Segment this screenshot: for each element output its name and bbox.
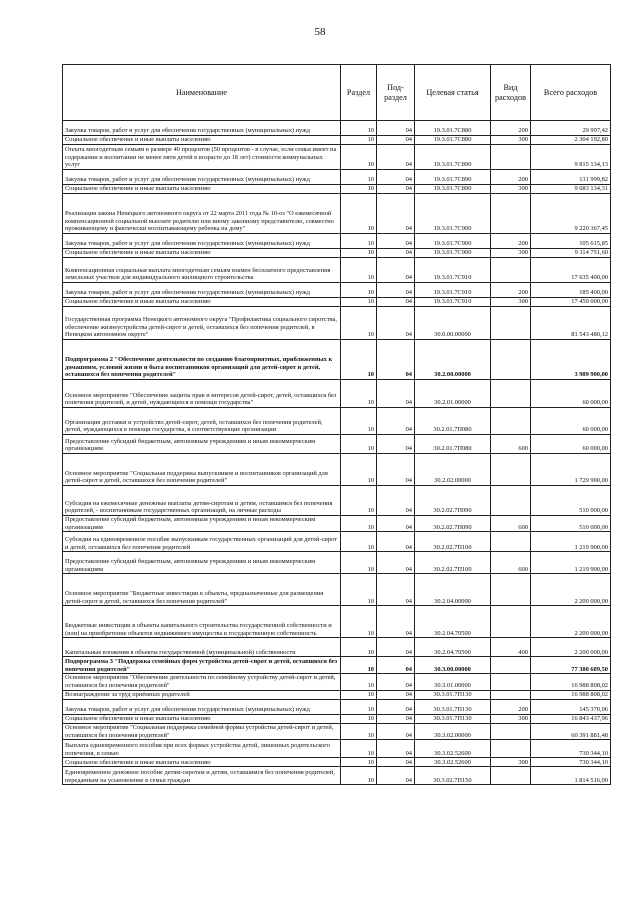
row-name: Субсидия на ежемесячные денежные выплаты детям-сиротам и детям, оставшимся без попечения родителей, - воспитанникам государственных организаций, на личные расходы	[63, 486, 341, 516]
row-expense-type	[491, 307, 531, 340]
row-subsection: 04	[377, 258, 415, 283]
table-row	[63, 723, 611, 739]
row-subsection: 04	[377, 234, 415, 249]
row-total: 9 683 134,31	[531, 185, 611, 194]
row-subsection: 04	[377, 690, 415, 699]
row-article: 19.3.01.7С890	[415, 170, 491, 185]
row-section: 10	[341, 185, 377, 194]
row-subsection: 04	[377, 758, 415, 767]
row-total: 16 988 808,02	[531, 690, 611, 699]
row-expense-type: 300	[491, 249, 531, 258]
row-section: 10	[341, 552, 377, 574]
row-total: 185 400,00	[531, 283, 611, 298]
table-row	[63, 657, 611, 674]
row-section: 10	[341, 136, 377, 145]
table-row	[63, 283, 611, 298]
row-subsection: 04	[377, 714, 415, 723]
row-total: 105 615,85	[531, 234, 611, 249]
row-article: 30.3.01.7П130	[415, 714, 491, 723]
row-article: 30.2.04.70500	[415, 606, 491, 638]
row-total: 3 989 900,00	[531, 340, 611, 380]
row-total: 730 344,10	[531, 740, 611, 758]
budget-table	[62, 64, 611, 785]
row-article: 19.3.01.7С910	[415, 283, 491, 298]
row-subsection: 04	[377, 552, 415, 574]
table-row	[63, 606, 611, 638]
row-expense-type	[491, 454, 531, 486]
table-row	[63, 340, 611, 380]
row-expense-type: 300	[491, 298, 531, 307]
row-subsection: 04	[377, 486, 415, 516]
row-name: Субсидия на единовременное пособие выпускникам государственных организаций для детей-сирот и детей, оставшихся без попечения родителей	[63, 532, 341, 552]
row-section: 10	[341, 340, 377, 380]
row-article: 30.3.02.00000	[415, 723, 491, 739]
row-article: 19.3.01.7С910	[415, 298, 491, 307]
table-row	[63, 298, 611, 307]
row-expense-type	[491, 532, 531, 552]
row-name: Закупка товаров, работ и услуг для обеспечения государственных (муниципальных) нужд	[63, 170, 341, 185]
row-name: Социальное обеспечение и иные выплаты населению	[63, 758, 341, 767]
header-subsection: Под- раздел	[377, 65, 415, 121]
row-expense-type: 200	[491, 234, 531, 249]
row-section: 10	[341, 532, 377, 552]
row-total: 131 999,82	[531, 170, 611, 185]
row-expense-type: 300	[491, 758, 531, 767]
row-total: 9 220 367,45	[531, 194, 611, 234]
row-article: 19.3.01.7С890	[415, 185, 491, 194]
row-section: 10	[341, 249, 377, 258]
row-article: 30.3.00.00000	[415, 657, 491, 674]
row-section: 10	[341, 258, 377, 283]
row-subsection: 04	[377, 194, 415, 234]
row-name: Организация доставки и устройство детей-сирот, детей, оставшихся без попечения родителей, детей, нуждающихся в помощи государства, в соответствующие организации	[63, 408, 341, 435]
row-name: Закупка товаров, работ и услуг для обеспечения государственных (муниципальных) нужд	[63, 121, 341, 136]
row-name: Социальное обеспечение и иные выплаты населению	[63, 249, 341, 258]
row-section: 10	[341, 657, 377, 674]
row-subsection: 04	[377, 298, 415, 307]
row-name: Основное мероприятие "Обеспечение защиты прав и интересов детей-сирот, детей, оставшихся без попечения родителей, и детей, нуждающихся в помощи государства"	[63, 380, 341, 408]
row-article: 30.2.04.00000	[415, 574, 491, 606]
row-section: 10	[341, 194, 377, 234]
row-total: 2 200 000,00	[531, 574, 611, 606]
row-subsection: 04	[377, 170, 415, 185]
row-total: 2 304 192,80	[531, 136, 611, 145]
row-section: 10	[341, 767, 377, 785]
table-row	[63, 249, 611, 258]
header-article: Целевая статья	[415, 65, 491, 121]
row-article: 30.3.02.52600	[415, 758, 491, 767]
row-total: 9 114 751,60	[531, 249, 611, 258]
row-expense-type	[491, 408, 531, 435]
row-total: 1 814 516,00	[531, 767, 611, 785]
row-name: Закупка товаров, работ и услуг для обеспечения государственных (муниципальных) нужд	[63, 699, 341, 714]
row-article: 19.3.01.7С900	[415, 249, 491, 258]
table-row	[63, 234, 611, 249]
row-expense-type: 200	[491, 283, 531, 298]
row-name: Основное мероприятие "Бюджетные инвестиции в объекты, предназначенные для размещения детей-сирот и детей, оставшихся без попечения родителей"	[63, 574, 341, 606]
table-row	[63, 136, 611, 145]
row-subsection: 04	[377, 606, 415, 638]
row-section: 10	[341, 170, 377, 185]
row-article: 30.3.02.7П150	[415, 767, 491, 785]
row-name: Единовременное денежное пособие детям-сиротам и детям, оставшимся без попечения родителей, переданным на усыновление в семьи граждан	[63, 767, 341, 785]
row-subsection: 04	[377, 340, 415, 380]
row-expense-type	[491, 380, 531, 408]
row-name: Капитальные вложения в объекты государственной (муниципальной) собственности	[63, 638, 341, 657]
table-row	[63, 185, 611, 194]
table-row	[63, 145, 611, 170]
row-subsection: 04	[377, 574, 415, 606]
row-expense-type: 300	[491, 136, 531, 145]
table-row	[63, 516, 611, 532]
row-total: 16 988 808,02	[531, 674, 611, 690]
row-subsection: 04	[377, 121, 415, 136]
row-name: Социальное обеспечение и иные выплаты населению	[63, 136, 341, 145]
row-expense-type	[491, 574, 531, 606]
row-total: 60 391 881,48	[531, 723, 611, 739]
row-subsection: 04	[377, 307, 415, 340]
row-subsection: 04	[377, 249, 415, 258]
row-expense-type: 600	[491, 552, 531, 574]
table-body	[63, 121, 611, 785]
row-total: 1 219 900,00	[531, 552, 611, 574]
table-row	[63, 699, 611, 714]
row-section: 10	[341, 758, 377, 767]
row-section: 10	[341, 674, 377, 690]
table-row	[63, 740, 611, 758]
row-section: 10	[341, 516, 377, 532]
row-total: 9 815 134,13	[531, 145, 611, 170]
table-row	[63, 552, 611, 574]
row-article: 30.3.02.52600	[415, 740, 491, 758]
row-name: Основное мероприятие "Социальная поддержка выпускников и воспитанников организаций для детей-сирот и детей, оставшихся без попечения родителей"	[63, 454, 341, 486]
row-article: 30.2.02.7П090	[415, 486, 491, 516]
row-total: 1 729 900,00	[531, 454, 611, 486]
row-expense-type	[491, 340, 531, 380]
row-subsection: 04	[377, 435, 415, 454]
row-subsection: 04	[377, 723, 415, 739]
row-total: 77 380 689,50	[531, 657, 611, 674]
row-name: Основное мероприятие "Социальная поддержка семейной формы устройства детей-сирот и детей, оставшихся без попечения родителей"	[63, 723, 341, 739]
row-expense-type	[491, 723, 531, 739]
row-section: 10	[341, 740, 377, 758]
row-name: Предоставление субсидий бюджетным, автономным учреждениям и иным некоммерческим организациям	[63, 516, 341, 532]
row-section: 10	[341, 486, 377, 516]
row-subsection: 04	[377, 380, 415, 408]
row-subsection: 04	[377, 674, 415, 690]
row-total: 510 000,00	[531, 486, 611, 516]
row-article: 19.3.01.7С900	[415, 234, 491, 249]
row-article: 30.2.02.7П100	[415, 552, 491, 574]
row-section: 10	[341, 714, 377, 723]
row-expense-type: 300	[491, 714, 531, 723]
row-total: 81 543 480,12	[531, 307, 611, 340]
row-name: Подпрограмма 2 "Обеспечение деятельности по созданию благоприятных, приближенных к домашним, условий жизни и быта воспитанников организаций для детей-сирот и детей, оставшихся без попечения родителей"	[63, 340, 341, 380]
row-expense-type: 400	[491, 638, 531, 657]
row-section: 10	[341, 298, 377, 307]
row-article: 30.2.02.7П100	[415, 532, 491, 552]
table-row	[63, 574, 611, 606]
row-total: 2 200 000,00	[531, 638, 611, 657]
row-subsection: 04	[377, 638, 415, 657]
row-article: 30.0.00.00000	[415, 307, 491, 340]
row-subsection: 04	[377, 657, 415, 674]
row-expense-type: 200	[491, 170, 531, 185]
row-section: 10	[341, 408, 377, 435]
table-row	[63, 380, 611, 408]
table-row	[63, 307, 611, 340]
row-article: 30.3.01.00000	[415, 674, 491, 690]
row-expense-type: 200	[491, 699, 531, 714]
table-row	[63, 714, 611, 723]
row-name: Компенсационная социальная выплата многодетным семьям взамен бесплатного предоставления земельных участков для индивидуального жилищного строительства	[63, 258, 341, 283]
table-row	[63, 170, 611, 185]
row-name: Предоставление субсидий бюджетным, автономным учреждениям и иным некоммерческим организациям	[63, 552, 341, 574]
row-expense-type: 200	[491, 121, 531, 136]
row-name: Выплата единовременного пособия при всех формах устройства детей, лишенных родительского попечения, в семью	[63, 740, 341, 758]
row-article: 30.2.01.7П080	[415, 408, 491, 435]
table-header-row	[63, 65, 611, 121]
row-section: 10	[341, 454, 377, 486]
row-section: 10	[341, 145, 377, 170]
row-subsection: 04	[377, 740, 415, 758]
row-article: 30.2.01.00000	[415, 380, 491, 408]
row-subsection: 04	[377, 532, 415, 552]
row-article: 19.3.01.7С890	[415, 145, 491, 170]
row-total: 60 000,00	[531, 380, 611, 408]
row-expense-type: 600	[491, 435, 531, 454]
row-name: Подпрограмма 3 "Поддержка семейных форм устройства детей-сирот и детей, оставшихся без попечения родителей"	[63, 657, 341, 674]
row-subsection: 04	[377, 136, 415, 145]
row-section: 10	[341, 638, 377, 657]
row-article: 19.3.01.7С880	[415, 121, 491, 136]
header-section: Раздел	[341, 65, 377, 121]
row-subsection: 04	[377, 699, 415, 714]
row-article: 30.2.01.7П080	[415, 435, 491, 454]
row-section: 10	[341, 283, 377, 298]
row-total: 145 370,06	[531, 699, 611, 714]
row-name: Вознаграждение за труд приёмных родителей	[63, 690, 341, 699]
row-article: 30.2.00.00000	[415, 340, 491, 380]
row-section: 10	[341, 699, 377, 714]
row-total: 1 219 900,00	[531, 532, 611, 552]
row-section: 10	[341, 121, 377, 136]
row-name: Оплата многодетным семьям в размере 40 процентов (50 процентов - в случае, если семья имеет на содержании и воспитании не менее пяти детей в возрасте до 18 лет) стоимости коммунальных услуг	[63, 145, 341, 170]
row-expense-type	[491, 690, 531, 699]
table-row	[63, 194, 611, 234]
row-expense-type	[491, 674, 531, 690]
row-name: Социальное обеспечение и иные выплаты населению	[63, 714, 341, 723]
row-expense-type	[491, 145, 531, 170]
row-article: 19.3.01.7С880	[415, 136, 491, 145]
header-expense-type: Вид расходов	[491, 65, 531, 121]
row-section: 10	[341, 574, 377, 606]
table-row	[63, 486, 611, 516]
row-subsection: 04	[377, 145, 415, 170]
row-article: 30.2.04.70500	[415, 638, 491, 657]
row-total: 2 200 000,00	[531, 606, 611, 638]
table-row	[63, 767, 611, 785]
table-row	[63, 638, 611, 657]
row-name: Государственная программа Ненецкого автономного округа "Профилактика социального сиротства, обеспечение жизнеустройства детей-сирот и детей, оставшихся без попечения родителей, в Ненецком автономном округе"	[63, 307, 341, 340]
row-total: 510 000,00	[531, 516, 611, 532]
row-section: 10	[341, 435, 377, 454]
row-name: Реализация закона Ненецкого автономного округа от 22 марта 2011 года № 10-оз "О ежемесячной компенсационной социальной выплате родителю или иному законному представителю, совместно проживающему и фактически воспитывающему ребенка на дому"	[63, 194, 341, 234]
page-number: 58	[314, 26, 326, 38]
row-section: 10	[341, 606, 377, 638]
row-subsection: 04	[377, 283, 415, 298]
row-name: Закупка товаров, работ и услуг для обеспечения государственных (муниципальных) нужд	[63, 283, 341, 298]
row-total: 16 843 437,96	[531, 714, 611, 723]
row-article: 30.2.02.7П090	[415, 516, 491, 532]
row-total: 29 997,42	[531, 121, 611, 136]
row-total: 17 635 400,00	[531, 258, 611, 283]
row-expense-type: 600	[491, 516, 531, 532]
row-expense-type	[491, 740, 531, 758]
row-total: 60 000,00	[531, 408, 611, 435]
row-total: 17 450 000,00	[531, 298, 611, 307]
row-section: 10	[341, 690, 377, 699]
row-expense-type: 300	[491, 185, 531, 194]
row-subsection: 04	[377, 767, 415, 785]
table-row	[63, 435, 611, 454]
row-expense-type	[491, 486, 531, 516]
table-row	[63, 532, 611, 552]
row-subsection: 04	[377, 454, 415, 486]
row-name: Социальное обеспечение и иные выплаты населению	[63, 298, 341, 307]
row-article: 19.3.01.7С910	[415, 258, 491, 283]
table-row	[63, 758, 611, 767]
row-expense-type	[491, 194, 531, 234]
row-name: Основное мероприятие "Обеспечение деятельности по семейному устройству детей-сирот и детей, оставшихся без попечения родителей"	[63, 674, 341, 690]
row-subsection: 04	[377, 516, 415, 532]
row-total: 730 344,10	[531, 758, 611, 767]
table-row	[63, 674, 611, 690]
table-row	[63, 454, 611, 486]
row-article: 30.3.01.7П130	[415, 699, 491, 714]
table-row	[63, 121, 611, 136]
row-section: 10	[341, 307, 377, 340]
table-row	[63, 690, 611, 699]
header-name: Наименование	[63, 65, 341, 121]
row-section: 10	[341, 234, 377, 249]
row-expense-type	[491, 657, 531, 674]
row-expense-type	[491, 606, 531, 638]
row-name: Социальное обеспечение и иные выплаты населению	[63, 185, 341, 194]
row-article: 19.3.01.7С900	[415, 194, 491, 234]
row-expense-type	[491, 258, 531, 283]
row-article: 30.2.02.00000	[415, 454, 491, 486]
row-total: 60 000,00	[531, 435, 611, 454]
row-name: Бюджетные инвестиции в объекты капитального строительства государственной собственности и (или) на приобретение объектов недвижимого имущества в государственную собственность	[63, 606, 341, 638]
row-article: 30.3.01.7П130	[415, 690, 491, 699]
row-subsection: 04	[377, 408, 415, 435]
row-name: Предоставление субсидий бюджетным, автономным учреждениям и иным некоммерческим организациям	[63, 435, 341, 454]
table-row	[63, 408, 611, 435]
table-row	[63, 258, 611, 283]
row-name: Закупка товаров, работ и услуг для обеспечения государственных (муниципальных) нужд	[63, 234, 341, 249]
row-section: 10	[341, 380, 377, 408]
row-section: 10	[341, 723, 377, 739]
row-subsection: 04	[377, 185, 415, 194]
header-total: Всего расходов	[531, 65, 611, 121]
row-expense-type	[491, 767, 531, 785]
